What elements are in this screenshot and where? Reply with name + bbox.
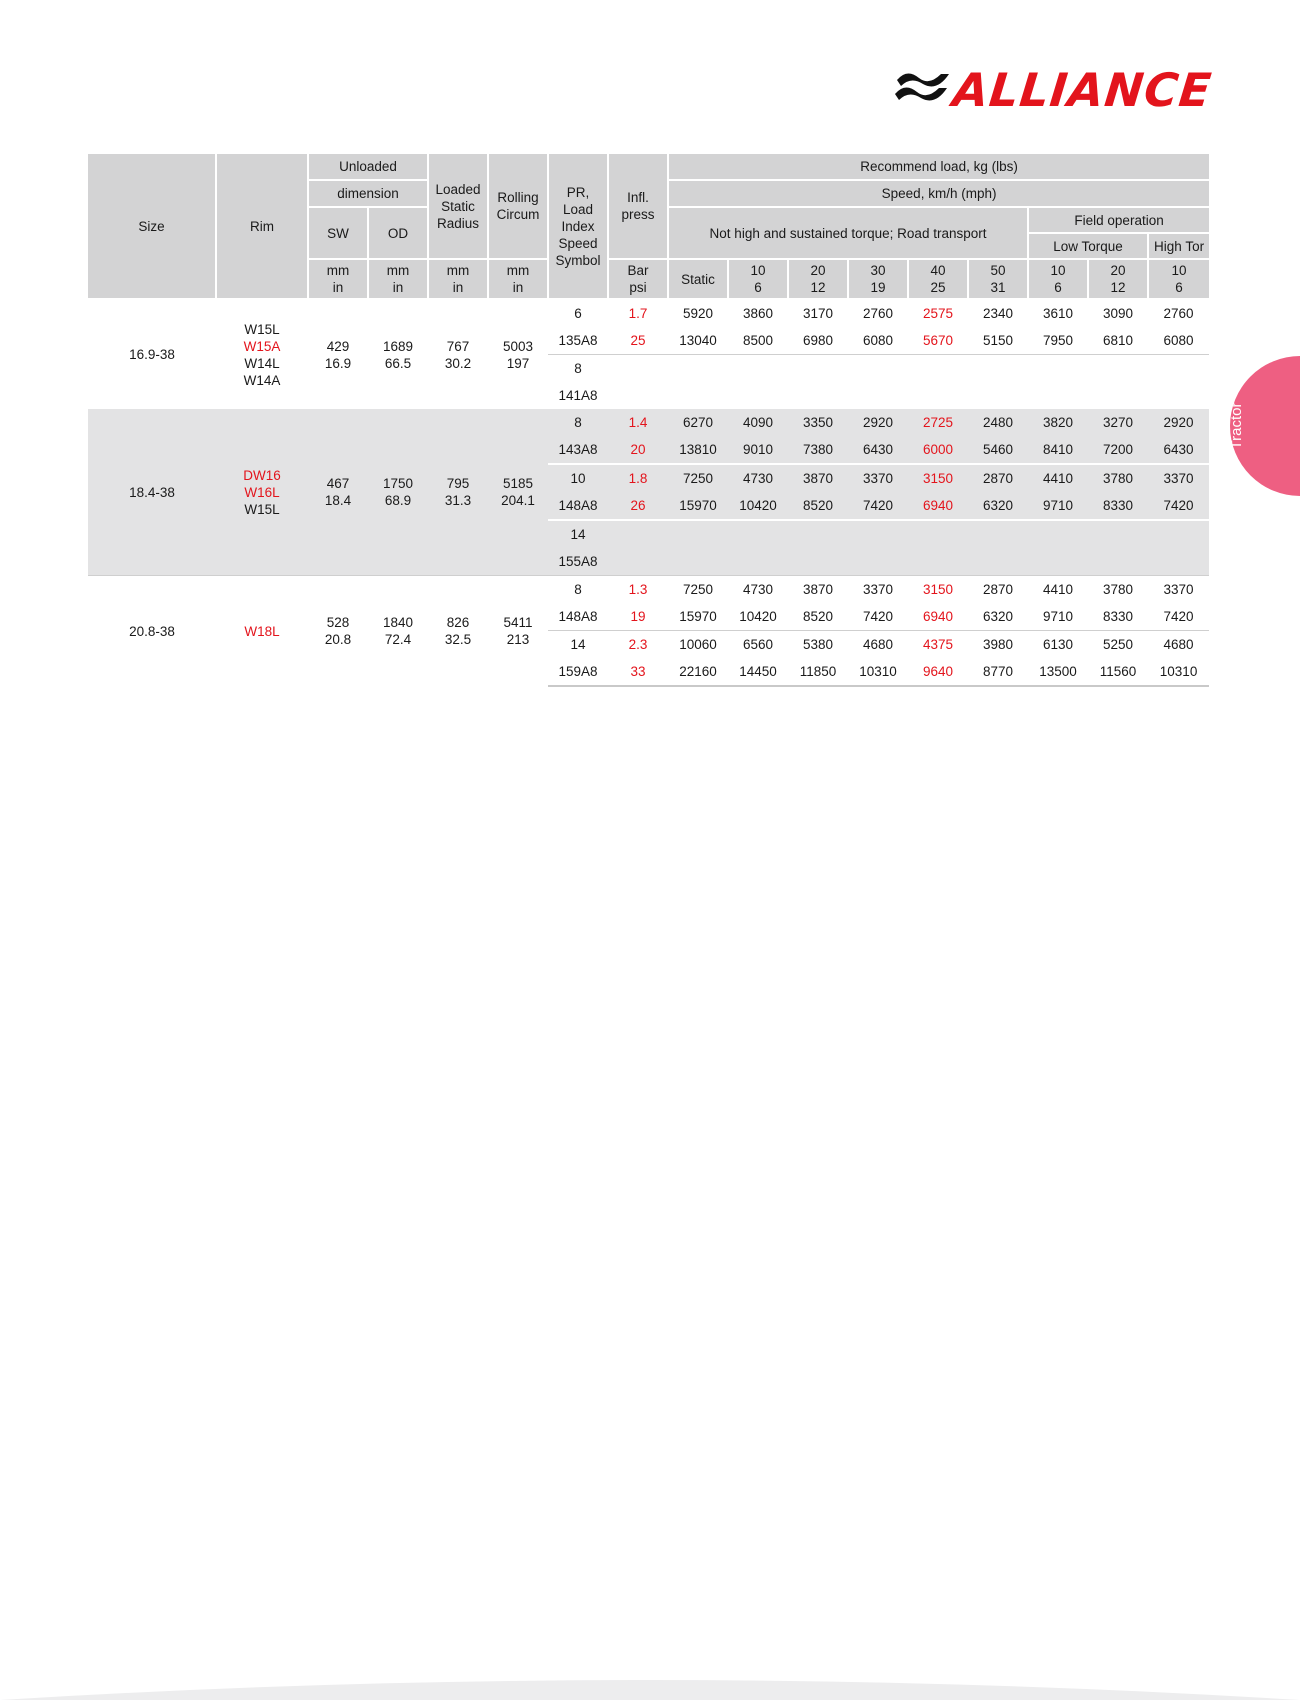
load-index-cell: 159A8 (548, 658, 608, 686)
unit-sw: mm in (308, 259, 368, 299)
header-pr-load-index: PR, Load Index Speed Symbol (548, 153, 608, 299)
load-cell: 3150 (908, 576, 968, 604)
load-index-cell: 8 (548, 409, 608, 436)
load-cell: 5920 (668, 299, 728, 327)
load-cell: 13500 (1028, 658, 1088, 686)
unit-speed: 30 19 (848, 259, 908, 299)
load-index-cell: 155A8 (548, 548, 608, 576)
load-cell: 5670 (922, 333, 954, 348)
header-unloaded: Unloaded (308, 153, 428, 180)
load-cell: 3370 (1148, 464, 1209, 492)
load-cell: 3820 (1028, 409, 1088, 436)
load-cell: 3780 (1088, 464, 1148, 492)
unit-speed: 20 12 (1088, 259, 1148, 299)
load-cell: 9640 (908, 658, 968, 686)
pressure-cell (608, 355, 668, 383)
load-index-cell: 14 (548, 631, 608, 659)
load-cell: 8520 (802, 609, 834, 624)
load-cell: 7420 (848, 492, 908, 520)
load-cell: 9010 (728, 436, 788, 464)
unit-speed: 10 6 (728, 259, 788, 299)
load-cell: 8330 (1088, 492, 1148, 520)
load-cell: 3370 (848, 464, 908, 492)
load-cell: 5380 (788, 631, 848, 659)
load-cell: 2870 (968, 576, 1028, 604)
load-cell: 9710 (1028, 492, 1088, 520)
load-cell: 11850 (788, 658, 848, 686)
load-cell: 6810 (1102, 333, 1134, 348)
load-cell: 7380 (788, 436, 848, 464)
pressure-cell (608, 382, 668, 409)
sw-cell: 528 20.8 (308, 576, 368, 687)
load-cell: 15970 (679, 609, 717, 624)
pressure-cell: 25 (630, 333, 646, 348)
load-index-cell: 10 (548, 464, 608, 492)
unit-speed: 40 25 (908, 259, 968, 299)
circum-cell: 5185 204.1 (488, 409, 548, 576)
load-cell: 3870 (788, 576, 848, 604)
load-cell: 13810 (668, 436, 728, 464)
pressure-cell: 26 (608, 492, 668, 520)
load-cell: 3870 (788, 464, 848, 492)
pressure-cell: 1.4 (608, 409, 668, 436)
header-low-torque: Low Torque (1028, 233, 1148, 259)
load-cell (728, 520, 788, 548)
load-index-cell: 148A8 (548, 492, 608, 520)
unit-speed: 50 31 (968, 259, 1028, 299)
load-index-cell: 8 (548, 355, 608, 383)
load-cell: 6000 (908, 436, 968, 464)
load-index-cell: 135A8 (558, 333, 598, 348)
unit-static: Static (668, 259, 728, 299)
load-cell: 11560 (1088, 658, 1148, 686)
load-cell: 3150 (908, 464, 968, 492)
load-cell: 8330 (1102, 609, 1134, 624)
load-cell (908, 382, 968, 409)
logo-wave-icon (893, 66, 955, 108)
load-cell: 6270 (668, 409, 728, 436)
load-cell: 7250 (668, 464, 728, 492)
load-cell: 6080 (862, 333, 894, 348)
header-high-tor: High Tor (1148, 233, 1209, 259)
load-index-cell: 14 (548, 520, 608, 548)
load-cell: 10060 (668, 631, 728, 659)
load-cell: 2760 (848, 299, 908, 327)
load-cell (728, 382, 788, 409)
load-cell: 4410 (1028, 576, 1088, 604)
load-cell (848, 355, 908, 383)
load-cell (788, 548, 848, 576)
load-cell: 6320 (968, 492, 1028, 520)
header-infl-press: Infl. press (608, 153, 668, 259)
load-cell: 5250 (1088, 631, 1148, 659)
load-cell: 2760 (1148, 299, 1209, 327)
header-loaded-radius: Loaded Static Radius (428, 153, 488, 259)
rim-option: W15A (243, 338, 281, 354)
alliance-logo (893, 60, 1213, 120)
load-cell: 8500 (742, 333, 774, 348)
load-cell: 6430 (848, 436, 908, 464)
load-cell (668, 355, 728, 383)
load-cell (788, 355, 848, 383)
load-cell: 3780 (1088, 576, 1148, 604)
pressure-cell: 1.8 (608, 464, 668, 492)
load-cell: 8410 (1028, 436, 1088, 464)
load-cell (668, 548, 728, 576)
unit-od: mm in (368, 259, 428, 299)
size-cell: 20.8-38 (88, 576, 216, 687)
header-field-operation: Field operation (1028, 207, 1209, 233)
load-cell (728, 548, 788, 576)
load-cell: 4730 (728, 576, 788, 604)
load-cell: 2340 (968, 299, 1028, 327)
rim-cell (216, 409, 308, 576)
page-curl-decoration (0, 1670, 1300, 1700)
load-cell: 10420 (728, 492, 788, 520)
pressure-cell: 2.3 (608, 631, 668, 659)
load-cell (908, 355, 968, 383)
radius-cell: 826 32.5 (428, 576, 488, 687)
load-cell (668, 520, 728, 548)
header-rim: Rim (216, 153, 308, 299)
unit-speed: 10 6 (1148, 259, 1209, 299)
load-cell: 22160 (668, 658, 728, 686)
od-cell: 1840 72.4 (368, 576, 428, 687)
load-cell: 4090 (728, 409, 788, 436)
load-cell (1148, 520, 1209, 548)
load-index-cell: 6 (548, 299, 608, 327)
header-recommend-load: Recommend load, kg (lbs) (668, 153, 1209, 180)
load-cell (968, 548, 1028, 576)
load-cell (728, 355, 788, 383)
load-cell (1028, 382, 1088, 409)
sw-cell: 467 18.4 (308, 409, 368, 576)
od-cell: 1689 66.5 (368, 299, 428, 409)
rim-option: W14A (243, 372, 281, 388)
rim-option: W15L (244, 321, 280, 337)
load-cell: 2480 (968, 409, 1028, 436)
pressure-cell (608, 548, 668, 576)
load-cell: 10310 (1148, 658, 1209, 686)
rim-option: W14L (244, 355, 280, 371)
size-cell: 16.9-38 (88, 299, 216, 409)
load-cell: 7200 (1088, 436, 1148, 464)
load-cell (968, 382, 1028, 409)
unit-circum: mm in (488, 259, 548, 299)
load-cell: 7420 (862, 609, 894, 624)
load-cell: 5460 (968, 436, 1028, 464)
pressure-cell: 1.7 (608, 299, 668, 327)
load-cell: 5150 (982, 333, 1014, 348)
load-cell (968, 520, 1028, 548)
load-cell: 2725 (908, 409, 968, 436)
load-cell: 7420 (1148, 492, 1209, 520)
load-cell (1088, 520, 1148, 548)
rim-option: DW16 (243, 467, 281, 483)
header-speed: Speed, km/h (mph) (668, 180, 1209, 207)
load-cell: 14450 (728, 658, 788, 686)
load-cell (848, 520, 908, 548)
load-cell: 3270 (1088, 409, 1148, 436)
load-cell: 7950 (1042, 333, 1074, 348)
load-cell (1028, 548, 1088, 576)
rim-option: W16L (244, 484, 280, 500)
pressure-cell: 1.3 (608, 576, 668, 604)
load-cell: 4680 (848, 631, 908, 659)
load-index-cell: 143A8 (548, 436, 608, 464)
load-cell: 2870 (968, 464, 1028, 492)
load-cell: 7420 (1163, 609, 1194, 624)
load-cell: 3610 (1028, 299, 1088, 327)
load-cell: 4730 (728, 464, 788, 492)
load-cell: 3090 (1088, 299, 1148, 327)
load-cell: 10420 (739, 609, 777, 624)
load-cell: 2920 (848, 409, 908, 436)
load-cell (1148, 548, 1209, 576)
load-index-cell: 141A8 (558, 388, 598, 403)
load-cell: 6560 (728, 631, 788, 659)
unit-radius: mm in (428, 259, 488, 299)
load-cell: 3860 (728, 299, 788, 327)
header-rolling-circum: Rolling Circum (488, 153, 548, 259)
circum-cell: 5411 213 (488, 576, 548, 687)
load-cell (908, 520, 968, 548)
load-cell: 6980 (802, 333, 834, 348)
load-cell: 6080 (1163, 333, 1194, 348)
load-cell (1088, 382, 1148, 409)
load-cell (1088, 548, 1148, 576)
load-cell: 6940 (908, 492, 968, 520)
category-tab-label: Bias Tractor (1211, 402, 1245, 450)
load-cell (1028, 520, 1088, 548)
load-cell (968, 355, 1028, 383)
rim-option: W18L (244, 623, 280, 639)
load-cell (668, 382, 728, 409)
load-cell (848, 548, 908, 576)
load-cell: 3370 (1148, 576, 1209, 604)
load-cell: 8770 (968, 658, 1028, 686)
load-cell: 10310 (848, 658, 908, 686)
load-cell: 2575 (908, 299, 968, 327)
load-cell (788, 382, 848, 409)
header-od: OD (368, 207, 428, 259)
rim-cell (216, 299, 308, 409)
load-cell: 15970 (668, 492, 728, 520)
header-road-transport: Not high and sustained torque; Road transport (668, 207, 1028, 259)
load-cell: 4375 (908, 631, 968, 659)
table-header (88, 153, 1209, 299)
load-index-cell: 148A8 (558, 609, 598, 624)
pressure-cell (608, 520, 668, 548)
load-cell (1088, 355, 1148, 383)
unit-speed: 10 6 (1028, 259, 1088, 299)
load-cell: 6130 (1028, 631, 1088, 659)
pressure-cell: 33 (608, 658, 668, 686)
radius-cell: 767 30.2 (428, 299, 488, 409)
load-cell: 3980 (968, 631, 1028, 659)
table-row (88, 299, 1209, 327)
load-cell: 6430 (1148, 436, 1209, 464)
table-row (88, 576, 1209, 604)
size-cell: 18.4-38 (88, 409, 216, 576)
load-cell (1028, 355, 1088, 383)
od-cell: 1750 68.9 (368, 409, 428, 576)
load-cell: 3170 (788, 299, 848, 327)
table-body (88, 299, 1209, 686)
pressure-cell: 19 (630, 609, 646, 624)
load-cell: 8520 (788, 492, 848, 520)
load-cell: 3350 (788, 409, 848, 436)
header-sw: SW (308, 207, 368, 259)
table-row (88, 409, 1209, 436)
sw-cell: 429 16.9 (308, 299, 368, 409)
load-cell (1148, 382, 1209, 409)
brand-name: ALLIANCE (950, 63, 1215, 117)
load-cell (788, 520, 848, 548)
circum-cell: 5003 197 (488, 299, 548, 409)
load-cell: 13040 (679, 333, 717, 348)
load-cell (848, 382, 908, 409)
header-dimension: dimension (308, 180, 428, 207)
rim-cell (216, 576, 308, 687)
tire-spec-table (88, 152, 1209, 687)
pressure-cell: 20 (608, 436, 668, 464)
unit-pressure: Bar psi (608, 259, 668, 299)
rim-option: W15L (244, 501, 280, 517)
load-cell: 6940 (922, 609, 954, 624)
header-size: Size (88, 153, 216, 299)
load-cell: 3370 (848, 576, 908, 604)
load-cell: 7250 (668, 576, 728, 604)
load-index-cell: 8 (548, 576, 608, 604)
unit-speed: 20 12 (788, 259, 848, 299)
load-cell: 9710 (1042, 609, 1074, 624)
load-cell (908, 548, 968, 576)
load-cell: 4410 (1028, 464, 1088, 492)
load-cell: 4680 (1148, 631, 1209, 659)
load-cell (1148, 355, 1209, 383)
radius-cell: 795 31.3 (428, 409, 488, 576)
load-cell: 2920 (1148, 409, 1209, 436)
load-cell: 6320 (982, 609, 1014, 624)
